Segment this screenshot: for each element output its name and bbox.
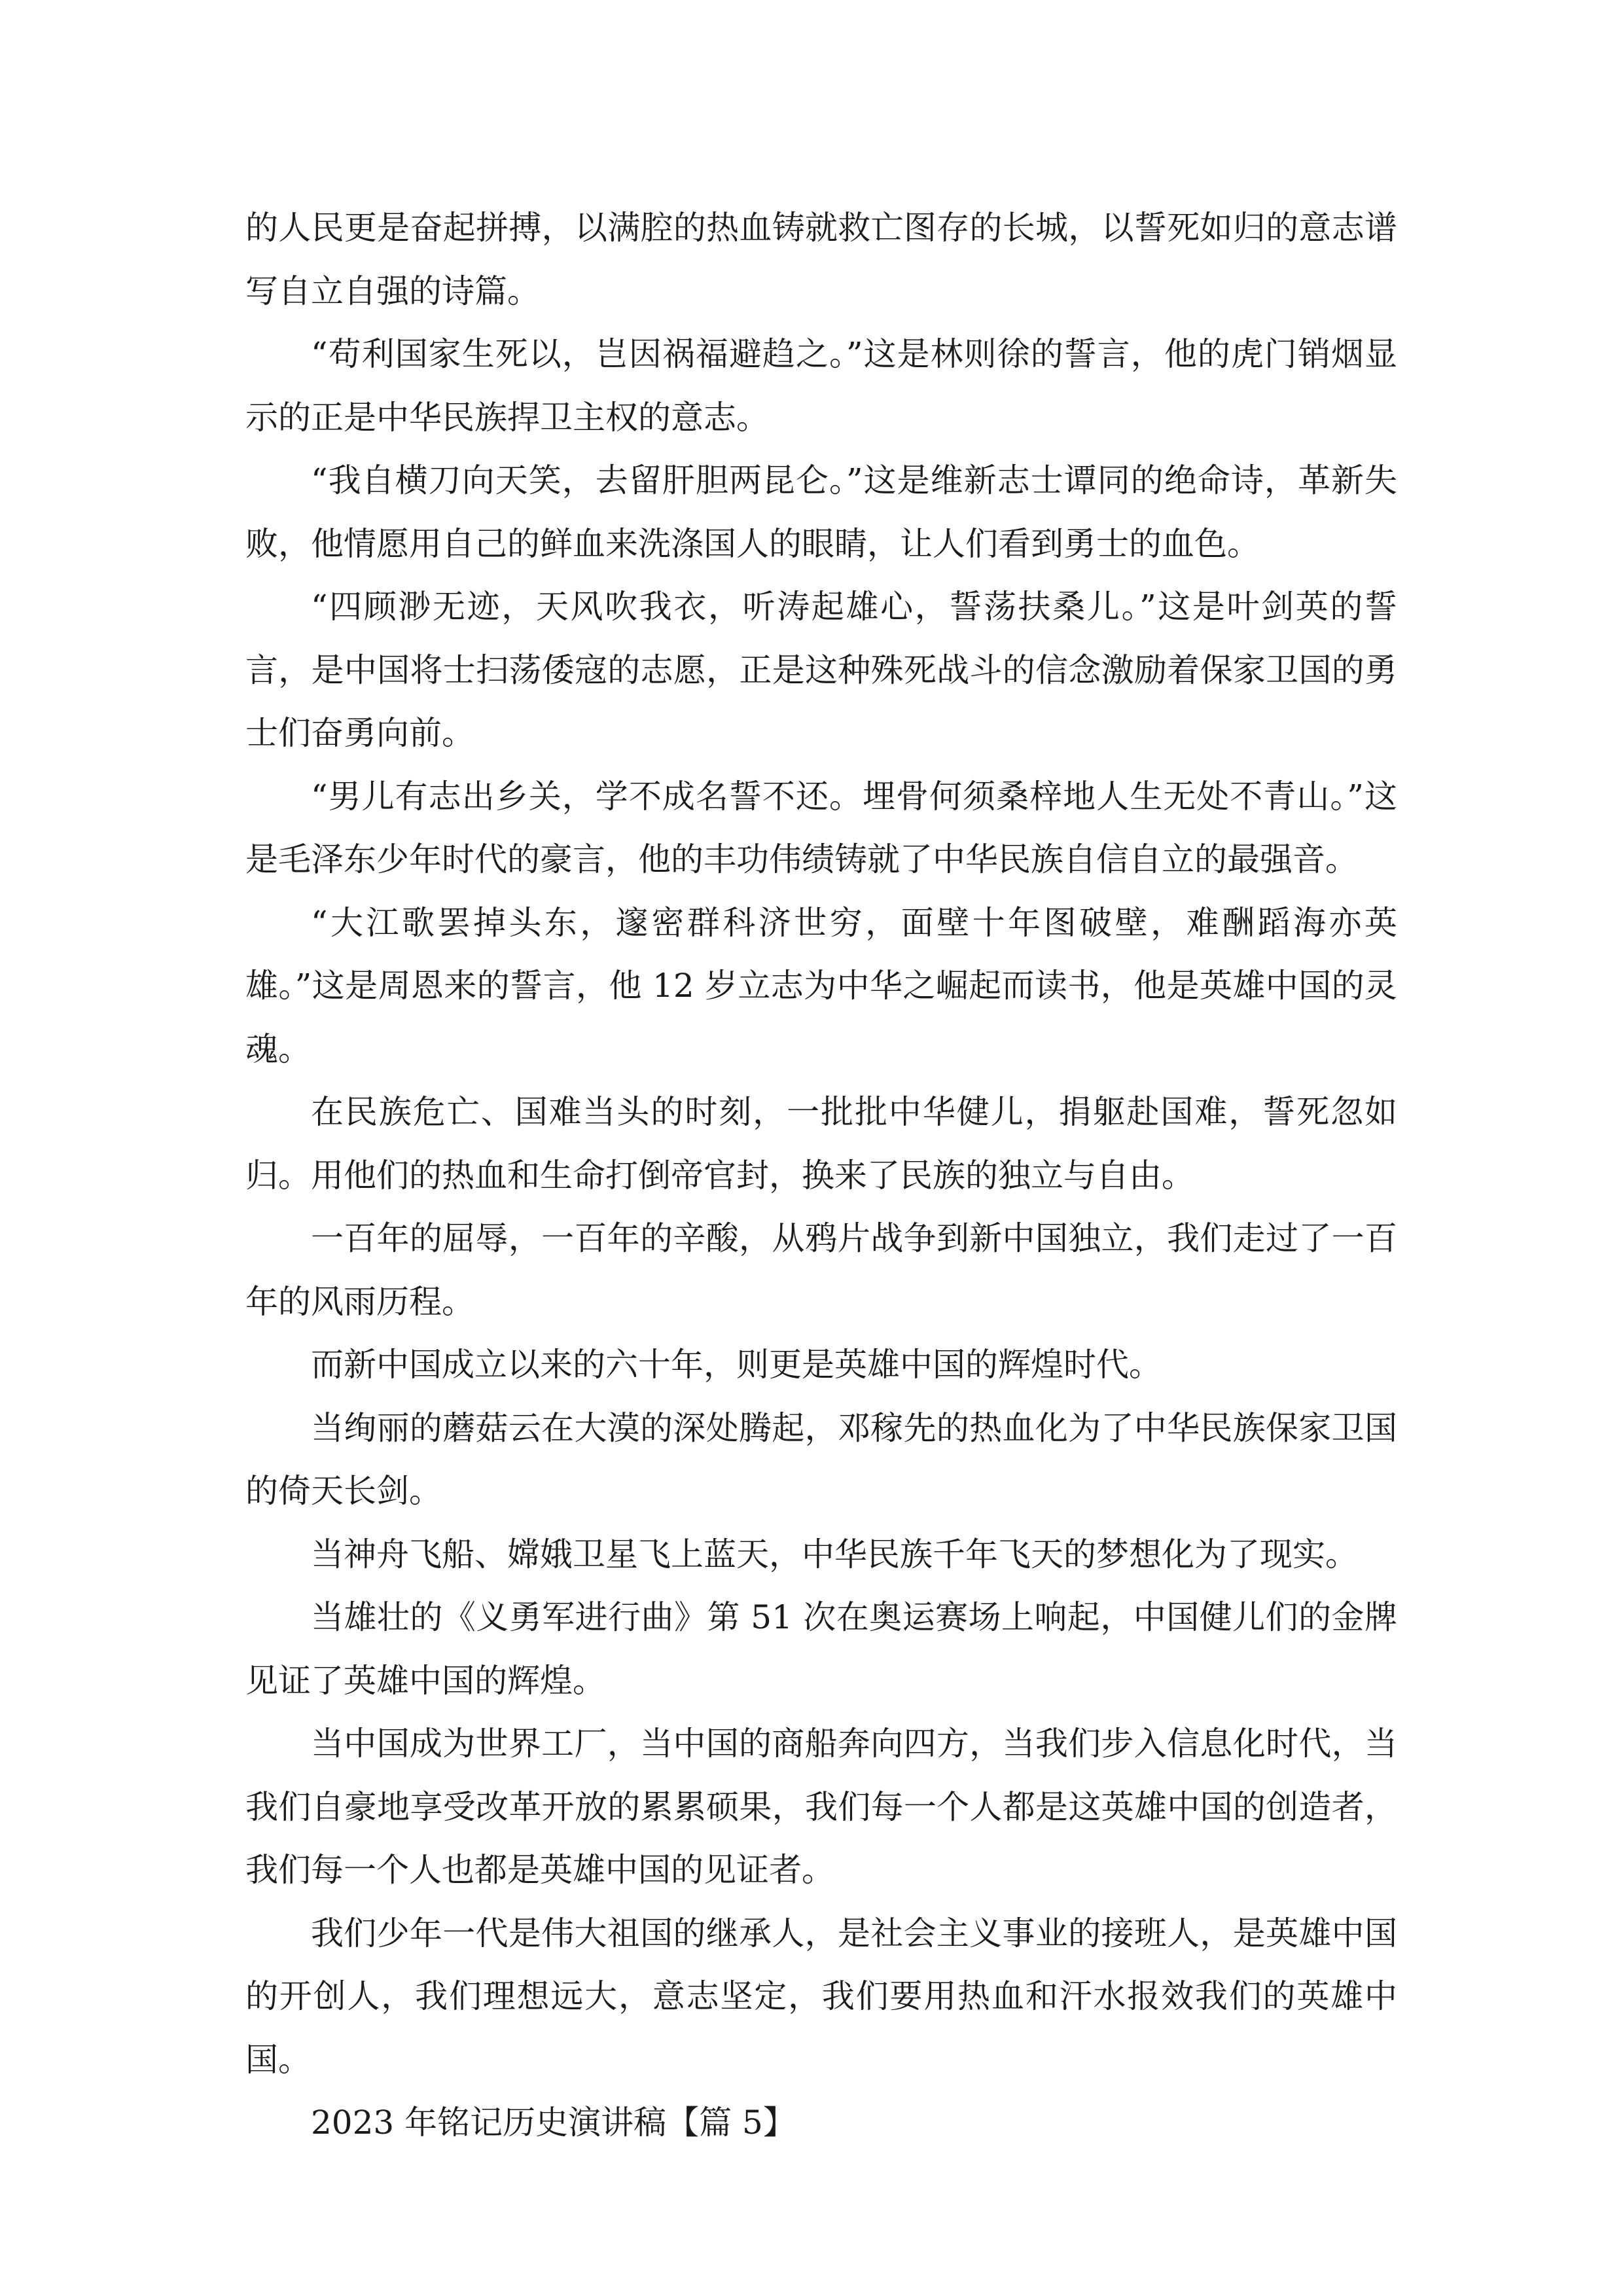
- paragraph: 的人民更是奋起拼搏，以满腔的热血铸就救亡图存的长城，以誓死如归的意志谱写自立自强的诗篇。: [245, 209, 1397, 310]
- paragraph: “男儿有志出乡关，学不成名誓不还。埋骨何须桑梓地人生无处不青山。”这是毛泽东少年时代的豪言，他的丰功伟绩铸就了中华民族自信自立的最强音。: [245, 777, 1397, 878]
- paragraph: “大江歌罢掉头东，邃密群科济世穷，面壁十年图破壁，难酬蹈海亦英雄。”这是周恩来的誓言，他 12 岁立志为中华之崛起而读书，他是英雄中国的灵魂。: [245, 903, 1397, 1068]
- paragraph: 当绚丽的蘑菇云在大漠的深处腾起，邓稼先的热血化为了中华民族保家卫国的倚天长剑。: [245, 1408, 1397, 1510]
- document-body: [245, 196, 1397, 2155]
- section-heading: 2023 年铭记历史演讲稿【篇 5】: [311, 2104, 796, 2142]
- paragraph: “我自横刀向天笑，去留肝胆两昆仑。”这是维新志士谭同的绝命诗，革新失败，他情愿用自己的鲜血来洗涤国人的眼睛，让人们看到勇士的血色。: [245, 461, 1397, 563]
- paragraph: 当神舟飞船、嫦娥卫星飞上蓝天，中华民族千年飞天的梦想化为了现实。: [311, 1535, 1358, 1573]
- paragraph: 当中国成为世界工厂，当中国的商船奔向四方，当我们步入信息化时代，当我们自豪地享受改革开放的累累硕果，我们每一个人都是这英雄中国的创造者，我们每一个人也都是英雄中国的见证者。: [245, 1725, 1397, 1889]
- paragraph: “四顾渺无迹，天风吹我衣，听涛起雄心，誓荡扶桑儿。”这是叶剑英的誓言，是中国将士扫荡倭寇的志愿，正是这种殊死战斗的信念激励着保家卫国的勇士们奋勇向前。: [245, 588, 1397, 752]
- paragraph: 在民族危亡、国难当头的时刻，一批批中华健儿，捐躯赴国难，誓死忽如归。用他们的热血和生命打倒帝官封，换来了民族的独立与自由。: [245, 1093, 1397, 1194]
- paragraph: “苟利国家生死以，岂因祸福避趋之。”这是林则徐的誓言，他的虎门销烟显示的正是中华民族捍卫主权的意志。: [245, 335, 1397, 437]
- paragraph: 当雄壮的《义勇军进行曲》第 51 次在奥运赛场上响起，中国健儿们的金牌见证了英雄中国的辉煌。: [245, 1598, 1397, 1700]
- paragraph: 而新中国成立以来的六十年，则更是英雄中国的辉煌时代。: [311, 1346, 1162, 1384]
- paragraph: 一百年的屈辱，一百年的辛酸，从鸦片战争到新中国独立，我们走过了一百年的风雨历程。: [245, 1219, 1397, 1321]
- paragraph: 我们少年一代是伟大祖国的继承人，是社会主义事业的接班人，是英雄中国的开创人，我们理想远大，意志坚定，我们要用热血和汗水报效我们的英雄中国。: [245, 1914, 1397, 2079]
